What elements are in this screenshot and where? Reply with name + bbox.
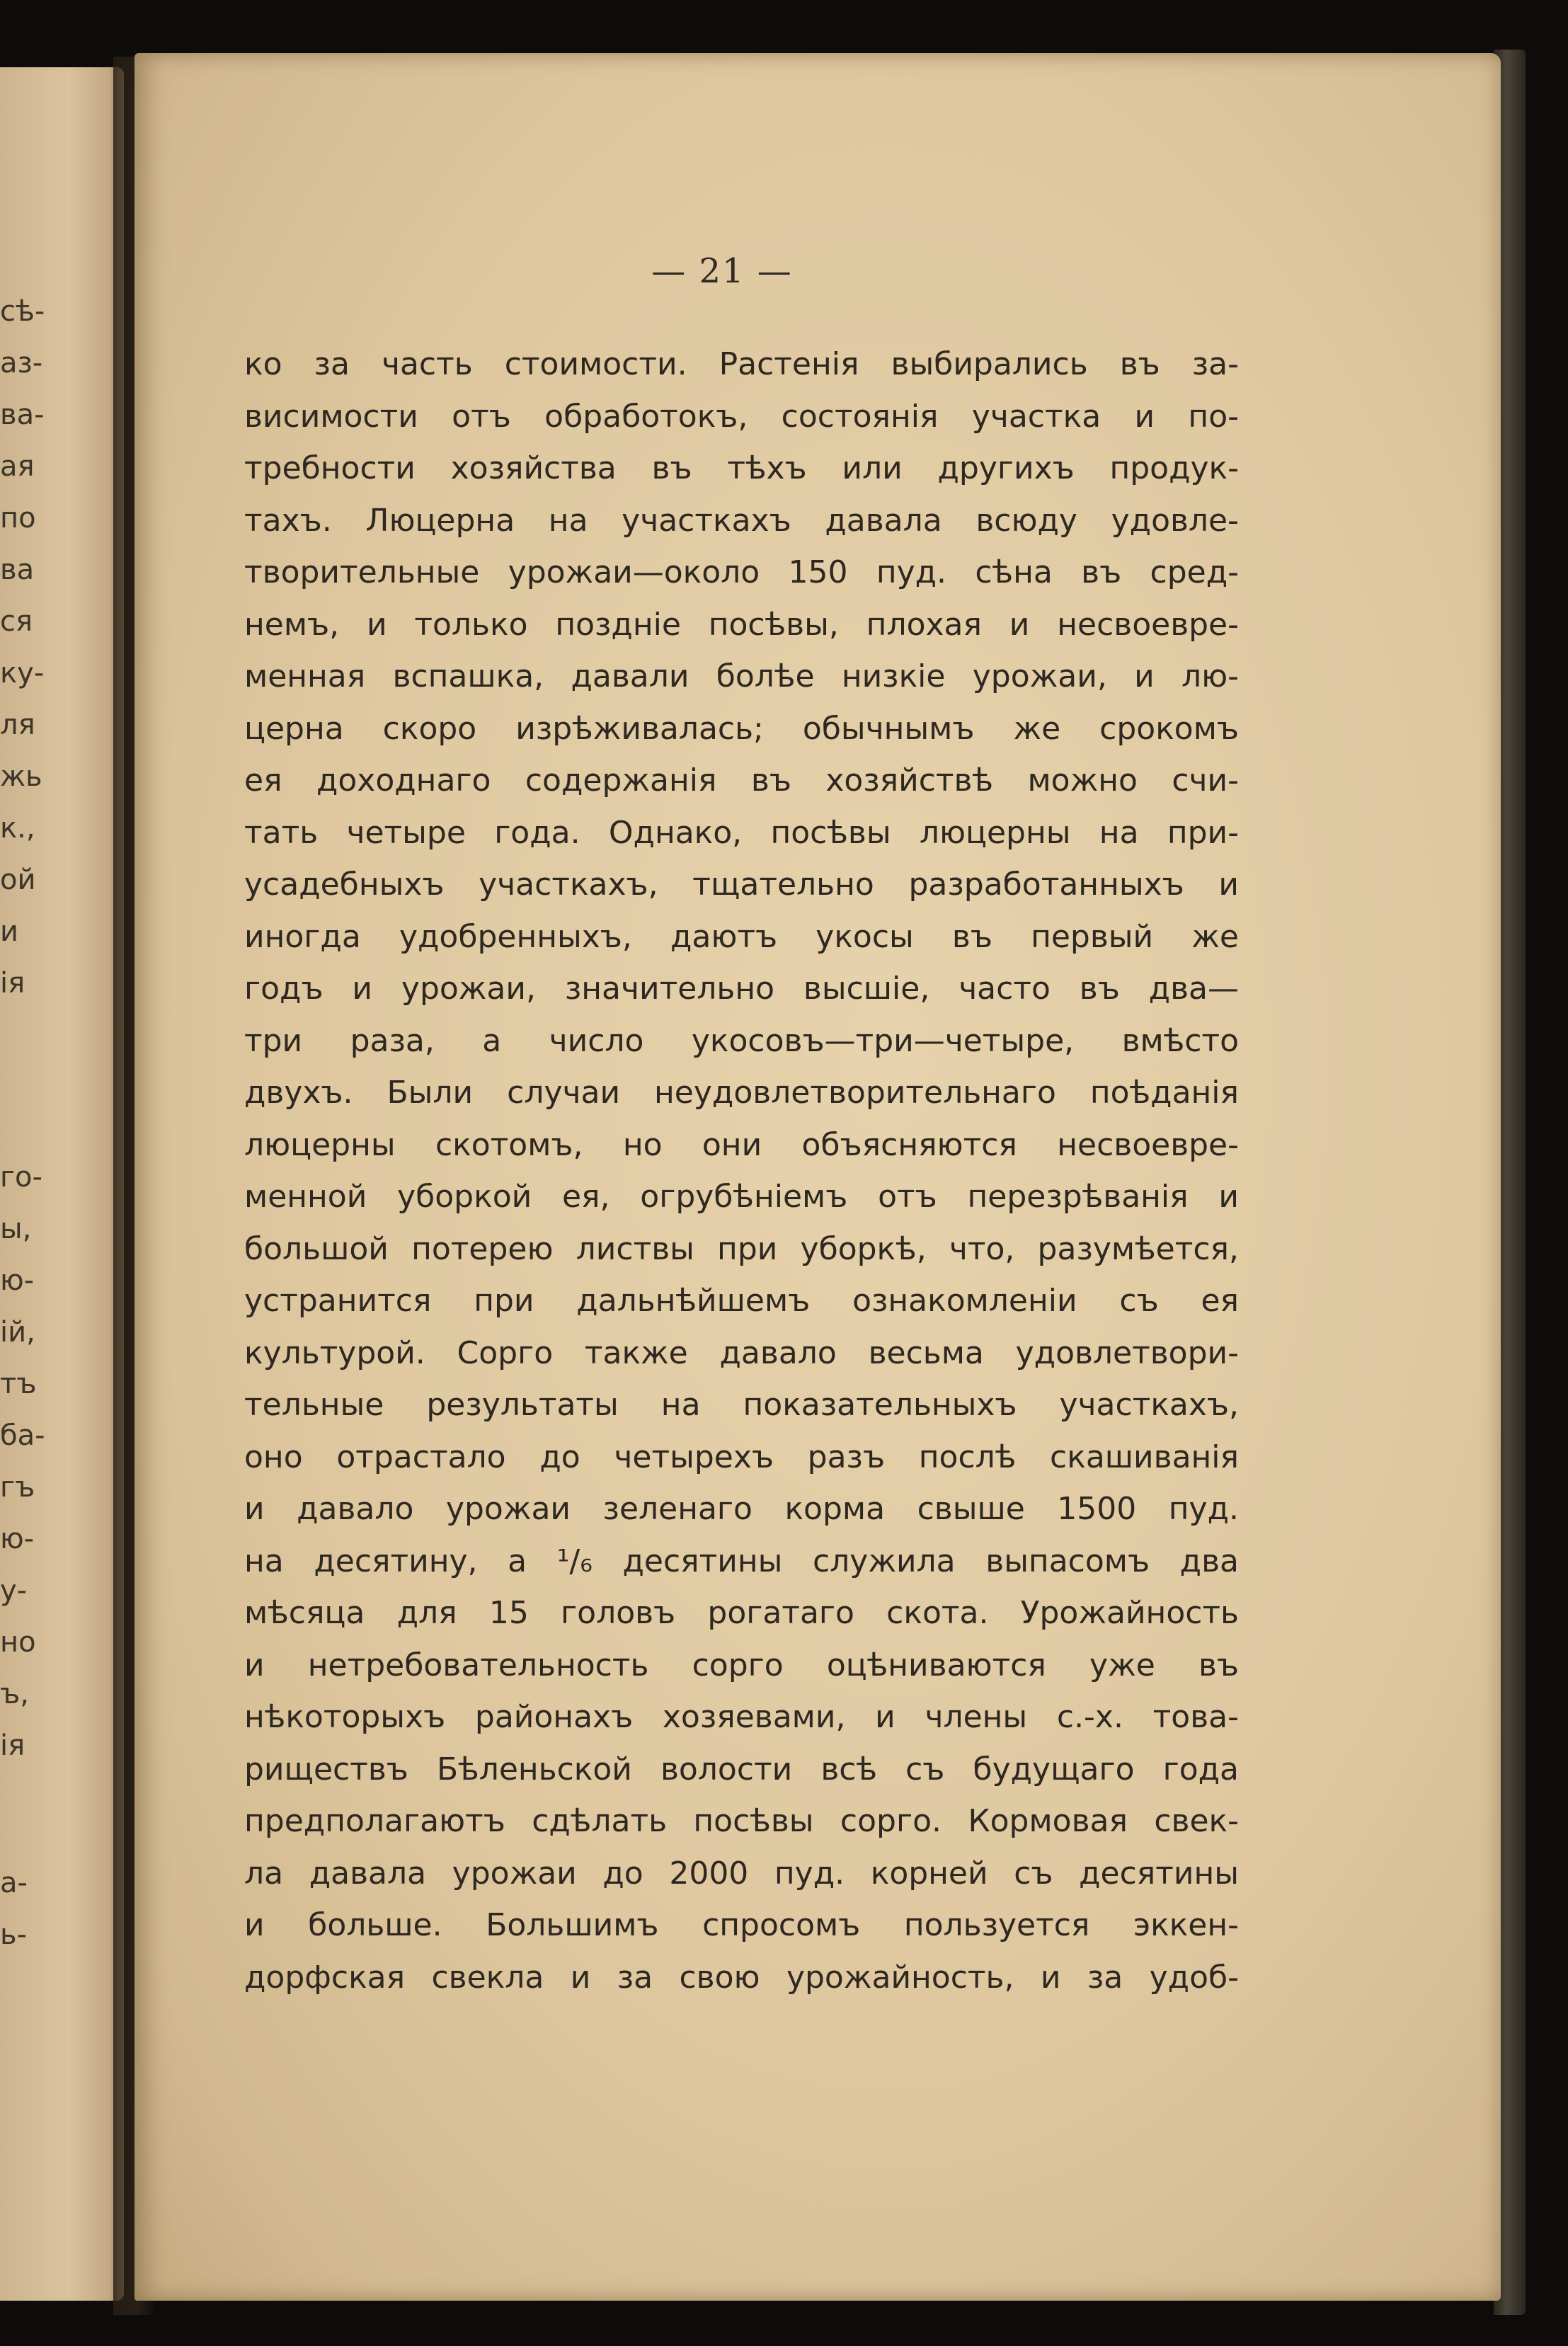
text-line: предполагаютъ сдѣлать посѣвы сорго. Кормовая свек- — [244, 1803, 1239, 1839]
facing-page-fragment: ія — [0, 1729, 25, 1762]
facing-page-fragment: тъ — [0, 1368, 37, 1400]
text-line: оно отрастало до четырехъ разъ послѣ скашиванія — [244, 1438, 1239, 1475]
text-line: требности хозяйства въ тѣхъ или другихъ продук- — [244, 450, 1239, 486]
facing-page-fragment: го- — [0, 1161, 42, 1194]
text-line: усадебныхъ участкахъ, тщательно разработанныхъ и — [244, 866, 1239, 903]
text-line: менная вспашка, давали болѣе низкіе урожаи, и лю- — [244, 658, 1239, 694]
facing-page-fragment: ю- — [0, 1523, 35, 1555]
text-line: висимости отъ обработокъ, состоянія участка и по- — [244, 398, 1239, 435]
text-line: менной уборкой ея, огрубѣніемъ отъ перезрѣванія и — [244, 1179, 1239, 1215]
facing-page-fragment: ая — [0, 450, 35, 483]
facing-page-fragment: гъ — [0, 1471, 35, 1504]
facing-page-fragment: ой — [0, 864, 36, 896]
text-line: двухъ. Были случаи неудовлетворительнаго поѣданія — [244, 1075, 1239, 1111]
facing-page-fragment: ія — [0, 967, 25, 1000]
text-line: ея доходнаго содержанія въ хозяйствѣ можно счи- — [244, 762, 1239, 799]
text-line: немъ, и только поздніе посѣвы, плохая и несвоевре- — [244, 606, 1239, 643]
text-line: тать четыре года. Однако, посѣвы люцерны на при- — [244, 814, 1239, 851]
facing-page-fragment: ва — [0, 554, 35, 586]
text-line: ла давала урожаи до 2000 пуд. корней съ десятины — [244, 1855, 1239, 1892]
facing-page-fragment: а- — [0, 1867, 28, 1899]
facing-page-fragment: ля — [0, 709, 35, 741]
text-line: люцерны скотомъ, но они объясняются несвоевре- — [244, 1126, 1239, 1163]
text-line: дорфская свекла и за свою урожайность, и за удоб- — [244, 1959, 1239, 1996]
facing-page-fragment: у- — [0, 1574, 28, 1607]
text-line: устранится при дальнѣйшемъ ознакомленіи съ ея — [244, 1283, 1239, 1319]
text-line: большой потерею листвы при уборкѣ, что, разумѣется, — [244, 1230, 1239, 1267]
text-line: культурой. Сорго также давало весьма удовлетвори- — [244, 1334, 1239, 1371]
text-line: три раза, а число укосовъ—три—четыре, вмѣсто — [244, 1022, 1239, 1059]
text-line: иногда удобренныхъ, даютъ укосы въ первый же — [244, 918, 1239, 955]
page-number: — 21 — — [651, 251, 793, 291]
text-line: и нетребовательность сорго оцѣниваются уже въ — [244, 1647, 1239, 1683]
facing-page-fragment: ъ, — [0, 1678, 29, 1710]
text-line: мѣсяца для 15 головъ рогатаго скота. Урожайность — [244, 1595, 1239, 1631]
facing-page-fragment: к., — [0, 812, 35, 845]
facing-page-fragment: ва- — [0, 399, 45, 431]
text-line: риществъ Бѣленьской волости всѣ съ будущаго года — [244, 1751, 1239, 1787]
facing-page-fragment: но — [0, 1626, 36, 1659]
facing-page-fragment: ся — [0, 605, 33, 638]
text-line: нѣкоторыхъ районахъ хозяевами, и члены с.-х. това- — [244, 1699, 1239, 1735]
facing-page-fragment: ку- — [0, 657, 45, 690]
page-body-text — [244, 338, 1239, 2003]
text-line: церна скоро изрѣживалась; обычнымъ же срокомъ — [244, 710, 1239, 747]
facing-page-fragment: аз- — [0, 347, 43, 379]
facing-page-fragment: ій, — [0, 1316, 35, 1349]
facing-page-fragment: ба- — [0, 1419, 45, 1452]
text-line: тахъ. Люцерна на участкахъ давала всюду удовле- — [244, 502, 1239, 539]
facing-page-fragment: ь- — [0, 1918, 28, 1951]
text-line: творительные урожаи—около 150 пуд. сѣна въ сред- — [244, 554, 1239, 590]
facing-page-fragment: ю- — [0, 1264, 35, 1297]
text-line: и давало урожаи зеленаго корма свыше 1500 пуд. — [244, 1491, 1239, 1527]
text-line: годъ и урожаи, значительно высшіе, часто въ два— — [244, 971, 1239, 1007]
facing-page-fragment: ы, — [0, 1213, 32, 1245]
text-line: ко за часть стоимости. Растенія выбирались въ за- — [244, 346, 1239, 382]
facing-page-fragment: жь — [0, 760, 42, 793]
text-line: и больше. Большимъ спросомъ пользуется эккен- — [244, 1907, 1239, 1943]
facing-page — [0, 67, 124, 2301]
text-line: тельные результаты на показательныхъ участкахъ, — [244, 1387, 1239, 1423]
facing-page-fragment: сѣ- — [0, 295, 45, 328]
facing-page-fragment: по — [0, 502, 36, 534]
text-line: на десятину, а ¹/₆ десятины служила выпасомъ два — [244, 1543, 1239, 1579]
facing-page-fragment: и — [0, 915, 18, 948]
